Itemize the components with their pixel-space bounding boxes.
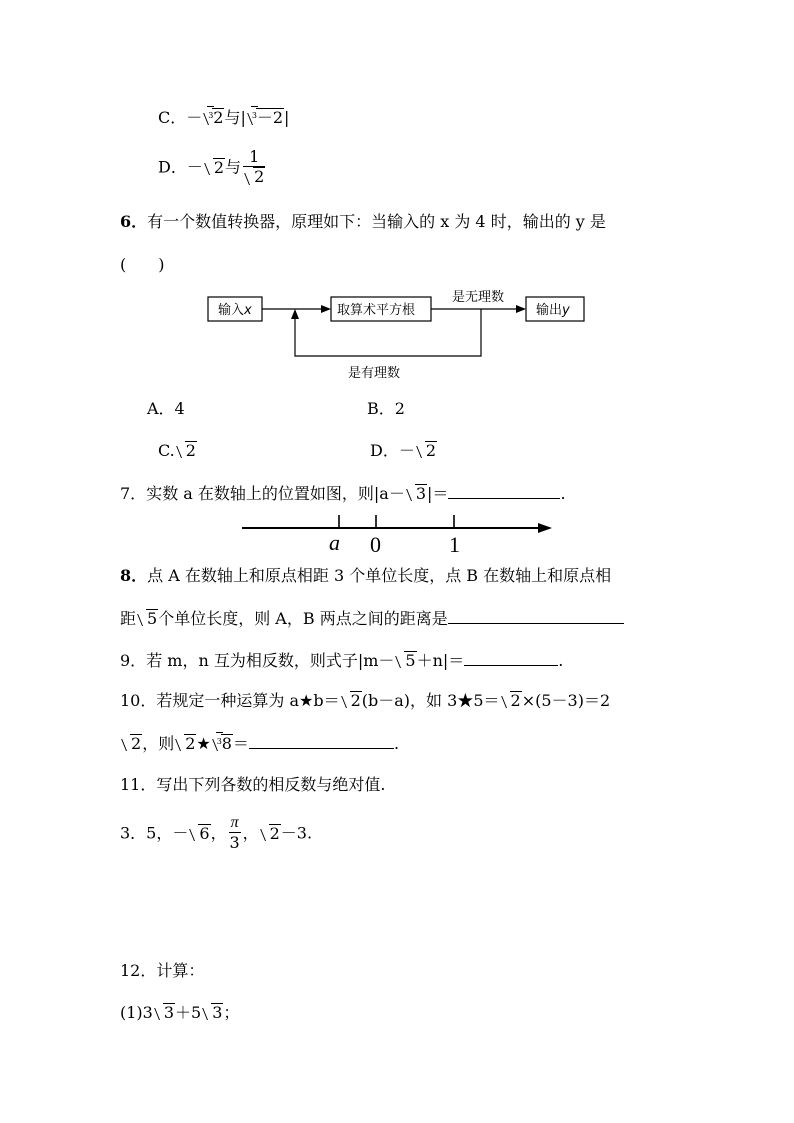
q6-question: 6．有一个数值转换器，原理如下：当输入的 x 为 4 时，输出的 y 是: [120, 212, 606, 231]
converter-diagram: [200, 285, 600, 385]
cube-root: 3 2: [203, 107, 224, 129]
axis-arrowhead: [538, 523, 552, 533]
rational-label: 是有理数: [348, 366, 401, 381]
answer-blank: [448, 482, 560, 499]
q6-option-b: B．2: [367, 399, 405, 418]
q6-answer-paren: ( ): [120, 255, 165, 274]
irrational-label: 是无理数: [452, 290, 505, 305]
q6-option-d: D．－ 2: [370, 441, 437, 460]
input-box-label: 输入x: [218, 303, 252, 318]
output-box-label: 输出y: [536, 303, 570, 318]
q8-question-line2: 距 5个单位长度，则 A，B 两点之间的距离是: [120, 607, 624, 630]
q10-question-line1: 10．若规定一种运算为 a★b＝ 2(b－a)，如 3★5＝ 2×(5－3)＝2: [120, 691, 611, 710]
cube-root: 3 －2: [247, 107, 284, 129]
answer-blank: [448, 607, 624, 624]
fraction: $\frac{1}{2}$: [243, 148, 265, 187]
q6-option-a: A．4: [147, 399, 185, 418]
q10-question-line2: 2，则 2★ 3 8＝ .: [120, 732, 399, 755]
arrowhead: [516, 305, 526, 313]
q8-question-line1: 8．点 A 在数轴上和原点相距 3 个单位长度，点 B 在数轴上和原点相: [120, 566, 612, 585]
label-zero: 0: [370, 532, 381, 557]
label-one: 1: [449, 532, 460, 557]
number-line: [238, 508, 558, 558]
answer-blank: [249, 732, 394, 749]
label-a: a: [329, 530, 340, 555]
q7-question: 7．实数 a 在数轴上的位置如图，则|a－ 3|＝ .: [120, 484, 566, 503]
q12-question: 12．计算：: [120, 961, 205, 980]
arrowhead: [291, 309, 299, 319]
arrowhead: [321, 305, 331, 313]
q5-option-c: C．－ 3 2与| 3 －2|: [158, 108, 290, 127]
q12-part1: (1)3 3＋5 3；: [120, 1003, 240, 1022]
pi-over-3-fraction: $\frac{\pi}{3}$: [229, 814, 240, 852]
answer-blank: [464, 649, 558, 666]
q5-option-d: D．－ 2与 $\frac{1}{2}$: [158, 147, 265, 186]
square-root: 2: [204, 157, 225, 179]
q6-option-c: C. 2: [158, 441, 196, 460]
process-box-label: 取算术平方根: [337, 303, 416, 318]
q9-question: 9．若 m，n 互为相反数，则式子|m－ 5＋n|＝ .: [120, 651, 564, 670]
q11-question: 11．写出下列各数的相反数与绝对值.: [120, 775, 386, 794]
q11-numbers: 3．5，－ 6， $\frac{\pi}{3}$ ， 2－3.: [120, 814, 313, 852]
